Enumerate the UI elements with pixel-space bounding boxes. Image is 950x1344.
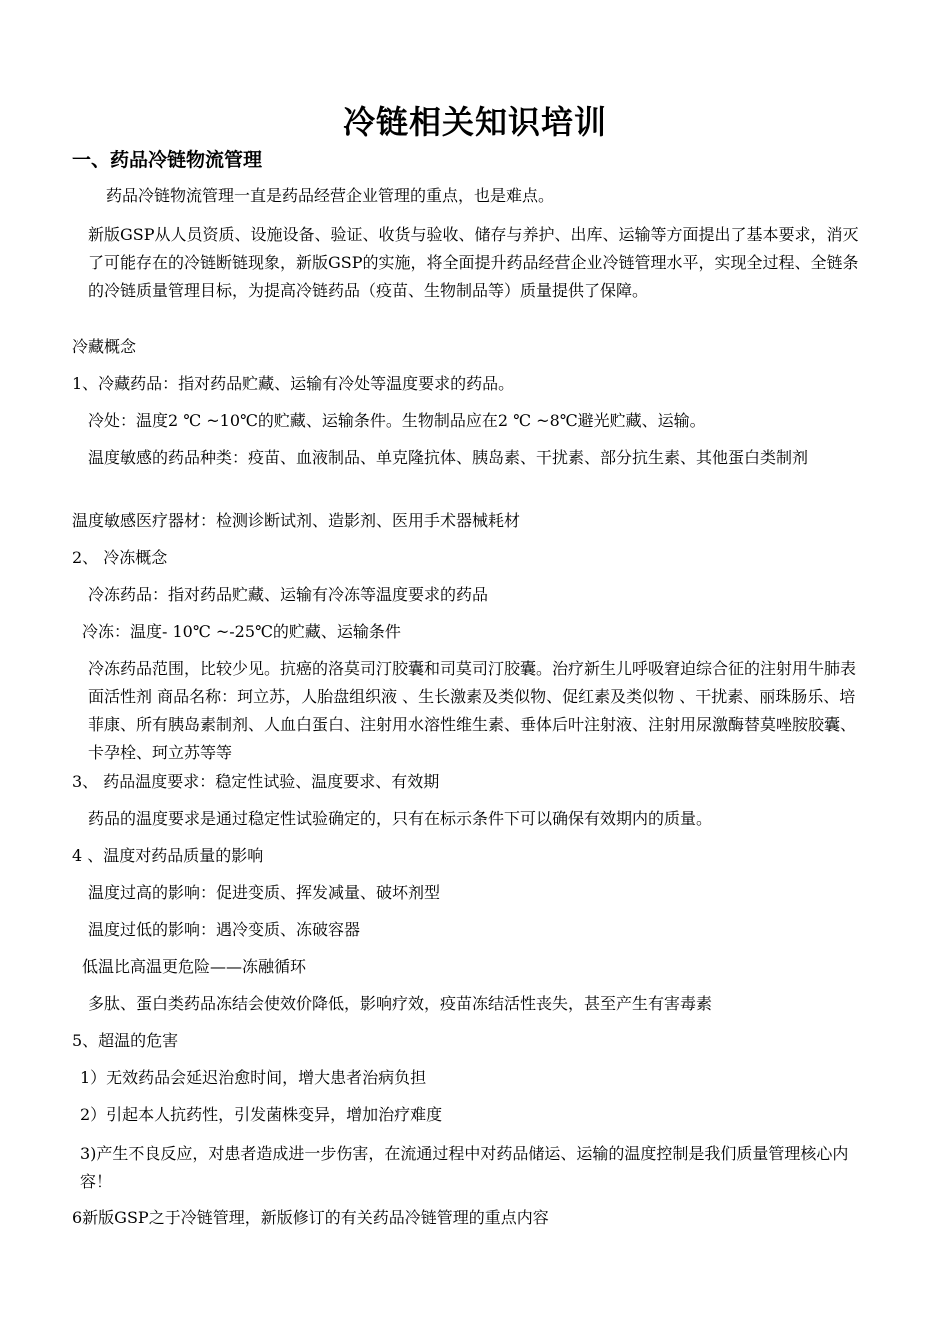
paragraph-low-temp: 温度过低的影响：遇冷变质、冻破容器 [88,920,361,939]
paragraph-harm-3: 3)产生不良反应，对患者造成进一步伤害，在流通过程中对药品储运、运输的温度控制是我们质量管理核心内容！ [80,1144,849,1191]
section-heading: 一、药品冷链物流管理 [72,149,263,171]
paragraph-frozen-range: 冷冻药品范围，比较少见。抗癌的洛莫司汀胶囊和司莫司汀胶囊。治疗新生儿呼吸窘迫综合征的注射用牛肺表面活性剂 商品名称：珂立苏，人胎盘组织液 、生长激素及类似物、促红素及类似物 、干扰素、丽珠肠乐、培菲康、所有胰岛素制剂、人血白蛋白、注射用水溶性维生素、垂体后叶注射液、注射用尿激酶替莫唑胺胶囊、 卡孕栓、珂立苏等等 [88,659,857,762]
paragraph-peptides: 多肽、蛋白类药品冻结会使效价降低，影响疗效，疫苗冻结活性丧失，甚至产生有害毒素 [88,994,713,1013]
paragraph-frozen-drugs: 冷冻药品：指对药品贮藏、运输有冷冻等温度要求的药品 [88,585,489,604]
paragraph-high-temp: 温度过高的影响：促进变质、挥发减量、破坏剂型 [88,883,441,902]
paragraph-harm-2: 2）引起本人抗药性，引发菌株变异，增加治疗难度 [80,1105,443,1124]
paragraph-sensitive-drugs: 温度敏感的药品种类：疫苗、血液制品、单克隆抗体、胰岛素、干扰素、部分抗生素、其他蛋白类制剂 [88,448,809,467]
paragraph-cold-storage-concept: 冷藏概念 [72,337,137,356]
paragraph-intro: 药品冷链物流管理一直是药品经营企业管理的重点，也是难点。 [106,186,555,205]
paragraph-freeze-thaw: 低温比高温更危险——冻融循环 [82,957,307,976]
paragraph-temp-impact: 4 、温度对药品质量的影响 [72,846,264,865]
paragraph-cold-storage-drugs: 1、冷藏药品：指对药品贮藏、运输有冷处等温度要求的药品。 [72,374,515,393]
paragraph-freezing-temp: 冷冻：温度- 10℃ ~-25℃的贮藏、运输条件 [82,622,401,641]
paragraph-new-gsp: 6新版GSP之于冷链管理，新版修订的有关药品冷链管理的重点内容 [72,1208,549,1227]
paragraph-overtemp-harm: 5、超温的危害 [72,1031,179,1050]
paragraph-sensitive-devices: 温度敏感医疗器材：检测诊断试剂、造影剂、医用手术器械耗材 [72,511,521,530]
paragraph-temp-requirements: 3、 药品温度要求：稳定性试验、温度要求、有效期 [72,772,440,791]
paragraph-freezing-concept: 2、 冷冻概念 [72,548,168,567]
document-title: 冷链相关知识培训 [342,103,607,141]
paragraph-harm-1: 1）无效药品会延迟治愈时间，增大患者治病负担 [80,1068,427,1087]
paragraph-gsp: 新版GSP从人员资质、设施设备、验证、收货与验收、储存与养护、出库、运输等方面提出了基本要求，消灭了可能存在的冷链断链现象，新版GSP的实施，将全面提升药品经营企业冷链管理水平，实现全过程、全链条的冷链质量管理目标，为提高冷链药品（疫苗、生物制品等）质量提供了保障。 [88,225,859,300]
paragraph-cold-place: 冷处：温度2 ℃ ~10℃的贮藏、运输条件。生物制品应在2 ℃ ~8℃避光贮藏、运输。 [88,411,706,430]
paragraph-stability-test: 药品的温度要求是通过稳定性试验确定的，只有在标示条件下可以确保有效期内的质量。 [88,809,713,828]
